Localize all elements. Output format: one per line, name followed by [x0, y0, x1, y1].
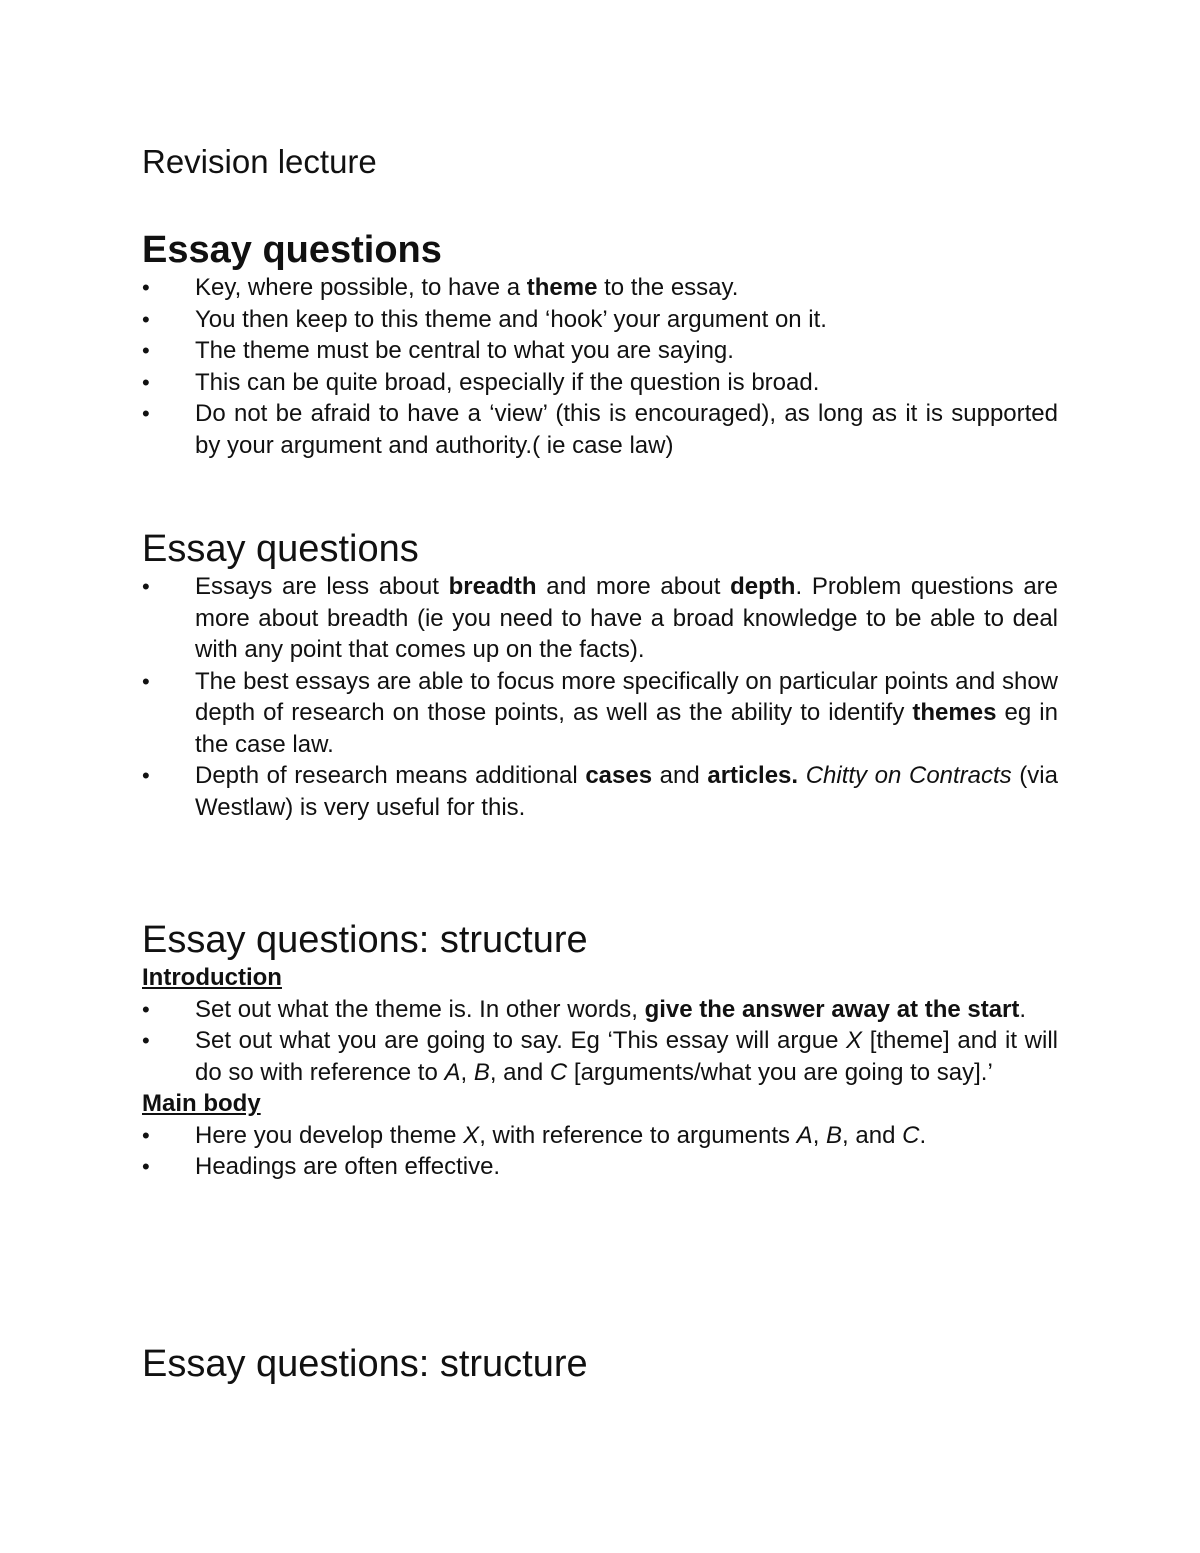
section-heading: Essay questions: structure: [142, 919, 588, 961]
section-heading: Essay questions: [142, 229, 442, 271]
bullet-icon: •: [142, 574, 150, 599]
bullet-icon: •: [142, 996, 150, 1022]
list-item: • Do not be afraid to have a ‘view’ (this is encouraged), as long as it is supported by your argument and authority.( ie case law): [142, 400, 1058, 459]
list-item: • The theme must be central to what you are saying.: [142, 335, 1058, 367]
list-item: • Key, where possible, to have a theme to the essay.: [142, 272, 1058, 304]
section-essay-questions-2: [142, 527, 1058, 823]
list-item: • You then keep to this theme and ‘hook’ your argument on it.: [142, 304, 1058, 336]
list-item: • Depth of research means additional cases and articles. Chitty on Contracts (via Westlaw) is very useful for this.: [142, 762, 1058, 821]
list-item: • The best essays are able to focus more specifically on particular points and show depth of research on those points, as well as the ability to identify themes eg in the case law.: [142, 667, 1058, 758]
list-item: • This can be quite broad, especially if the question is broad.: [142, 367, 1058, 399]
bullet-icon: •: [142, 1122, 150, 1148]
section-heading: Essay questions: structure: [142, 1343, 588, 1385]
introduction-label: Introduction: [142, 964, 282, 991]
bullet-icon: •: [142, 763, 150, 788]
bullet-list: [142, 571, 1058, 823]
list-item: • Set out what you are going to say. Eg ‘This essay will argue X [theme] and it will do so with reference to A, B, and C [arguments/what you are going to say].’: [142, 1027, 1058, 1086]
bullet-icon: •: [142, 1028, 150, 1053]
bullet-icon: •: [142, 668, 150, 694]
list-item: • Headings are often effective.: [142, 1151, 1058, 1183]
bullet-icon: •: [142, 275, 150, 300]
section-essay-structure-1: [142, 918, 1058, 1183]
section-heading: Essay questions: [142, 528, 419, 570]
bullet-list: [142, 994, 1058, 1089]
section-essay-structure-2: [142, 1342, 1058, 1386]
list-item: • Here you develop theme X, with reference to arguments A, B, and C.: [142, 1120, 1058, 1152]
bullet-icon: •: [142, 369, 150, 395]
bullet-icon: •: [142, 1154, 150, 1179]
bullet-list: [142, 1120, 1058, 1183]
document-title: Revision lecture: [142, 143, 377, 180]
bullet-list: [142, 272, 1058, 461]
bullet-icon: •: [142, 338, 150, 363]
bullet-icon: •: [142, 306, 150, 332]
list-item: • Essays are less about breadth and more about depth. Problem questions are more about breadth (ie you need to have a broad knowledge to be able to deal with any point that comes up on the facts).: [142, 573, 1059, 663]
bullet-icon: •: [142, 401, 150, 426]
section-essay-questions-1: [142, 228, 1058, 461]
list-item: • Set out what the theme is. In other words, give the answer away at the start.: [142, 994, 1058, 1026]
main-body-label: Main body: [142, 1090, 261, 1117]
